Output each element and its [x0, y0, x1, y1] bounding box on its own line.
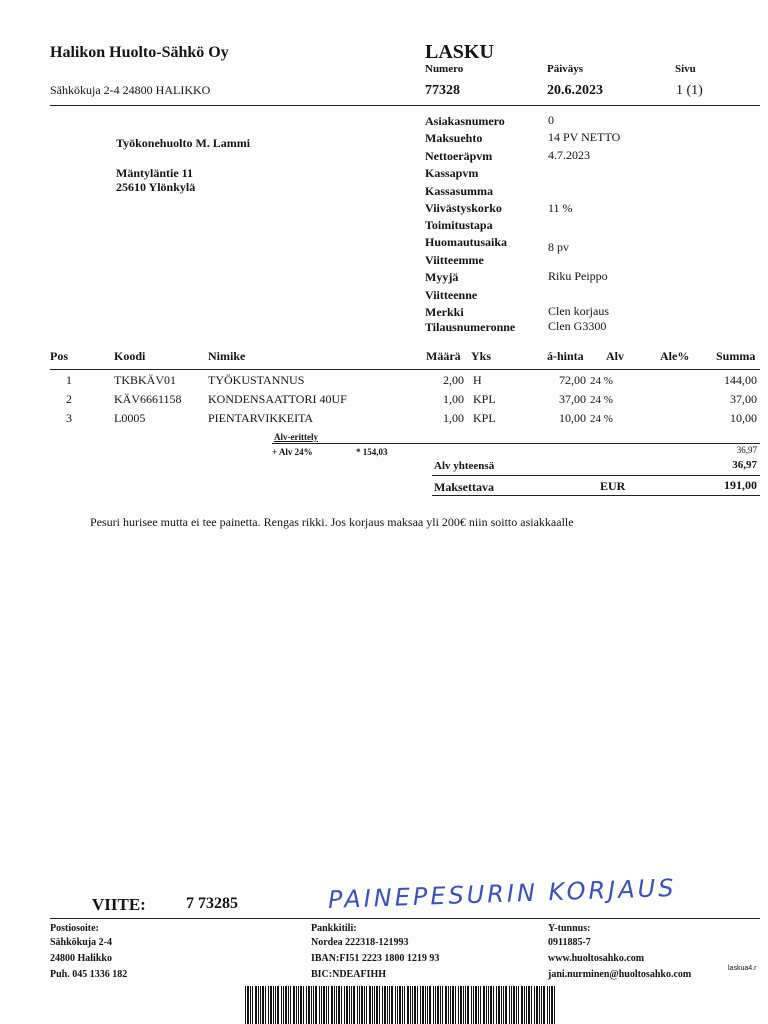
invoice-date: 20.6.2023 — [547, 83, 603, 98]
bank-line-1: Nordea 222318-121993 — [311, 937, 409, 948]
cell-price: 10,00 — [559, 411, 586, 425]
barcode-bar — [425, 986, 426, 1024]
info-value: Riku Peippo — [548, 269, 608, 283]
col-header-vat: Alv — [606, 349, 624, 363]
totals-divider-top — [432, 475, 760, 476]
barcode-bar — [245, 986, 246, 1024]
file-tag: laskua4.r — [728, 965, 757, 972]
barcode-bar — [498, 986, 500, 1024]
cell-qty: 1,00 — [443, 411, 464, 425]
cell-vat: 24 % — [590, 375, 613, 387]
barcode-bar — [422, 986, 424, 1024]
barcode-bar — [296, 986, 297, 1024]
cell-unit: KPL — [473, 392, 496, 406]
barcode-bar — [521, 986, 523, 1024]
vat-breakdown-title: Alv-erittely — [274, 432, 318, 442]
col-header-name: Nimike — [208, 349, 246, 363]
info-label: Kassapvm — [425, 166, 479, 180]
info-value: 11 % — [548, 201, 573, 215]
cell-pos: 1 — [66, 373, 72, 387]
cell-name: PIENTARVIKKEITA — [208, 411, 314, 425]
barcode-bar — [467, 986, 469, 1024]
barcode-bar — [539, 986, 540, 1024]
barcode-bar — [475, 986, 477, 1024]
table-row — [0, 392, 768, 410]
info-label: Viivästyskorko — [425, 201, 502, 215]
barcode-bar — [341, 986, 342, 1024]
col-header-price: á-hinta — [547, 349, 584, 363]
col-header-pos: Pos — [50, 349, 68, 363]
barcode-bar — [334, 986, 335, 1024]
barcode-bar — [273, 986, 274, 1024]
barcode-bar — [511, 986, 512, 1024]
barcode-bar — [488, 986, 489, 1024]
barcode-bar — [321, 986, 322, 1024]
bank-line-2: IBAN:FI51 2223 1800 1219 93 — [311, 953, 440, 964]
barcode-bar — [372, 986, 373, 1024]
cell-sum: 37,00 — [730, 392, 757, 406]
barcode-bar — [404, 986, 405, 1024]
barcode-bar — [414, 986, 416, 1024]
barcode-bar — [374, 986, 375, 1024]
barcode-bar — [258, 986, 259, 1024]
barcode-bar — [311, 986, 312, 1024]
currency-label: EUR — [600, 479, 626, 493]
barcode-bar — [353, 986, 355, 1024]
barcode-bar — [518, 986, 519, 1024]
cell-sum: 144,00 — [724, 373, 757, 387]
barcode-bar — [554, 986, 555, 1024]
date-label: Päiväys — [547, 63, 584, 75]
barcode-bar — [549, 986, 550, 1024]
barcode-bar — [407, 986, 409, 1024]
barcode-bar — [429, 986, 431, 1024]
barcode-bar — [351, 986, 352, 1024]
info-label: Asiakasnumero — [425, 114, 505, 128]
totals-divider-bottom — [432, 495, 760, 496]
barcode-bar — [501, 986, 502, 1024]
cell-vat: 24 % — [590, 413, 613, 425]
document-type-title: LASKU — [425, 41, 494, 63]
recipient-name: Työkonehuolto M. Lammi — [116, 136, 251, 150]
barcode-bar — [288, 986, 289, 1024]
table-header-divider — [50, 369, 760, 370]
footer-company-block — [548, 922, 691, 982]
info-value: Clen G3300 — [548, 319, 607, 333]
barcode-bar — [344, 986, 345, 1024]
barcode-bar — [303, 986, 304, 1024]
col-header-code: Koodi — [114, 349, 146, 363]
barcode-bar — [382, 986, 383, 1024]
info-label: Maksuehto — [425, 131, 483, 145]
barcode-bar — [293, 986, 295, 1024]
barcode-bar — [349, 986, 350, 1024]
barcode-bar — [478, 986, 479, 1024]
vat-total-value: 36,97 — [732, 459, 757, 471]
cell-pos: 2 — [66, 392, 72, 406]
barcode-bar — [460, 986, 462, 1024]
cell-code: L0005 — [114, 411, 146, 425]
number-label: Numero — [425, 63, 464, 75]
barcode-bar — [387, 986, 388, 1024]
barcode-bar — [252, 986, 253, 1024]
payable-label: Maksettava — [434, 480, 494, 494]
barcode-bar — [536, 986, 538, 1024]
cell-qty: 2,00 — [443, 373, 464, 387]
barcode-bar — [262, 986, 264, 1024]
barcode-bar — [503, 986, 504, 1024]
company-website: www.huoltosahko.com — [548, 953, 645, 964]
postal-line-1: Sähkökuja 2-4 — [50, 937, 112, 948]
barcode-bar — [437, 986, 439, 1024]
info-label: Tilausnumeronne — [425, 320, 516, 334]
cell-unit: KPL — [473, 411, 496, 425]
info-value: 0 — [548, 113, 554, 127]
reference-number: 7 73285 — [186, 895, 238, 912]
vat-rate-label: + Alv 24% — [272, 447, 313, 457]
company-id-value: 0911885-7 — [548, 937, 591, 948]
barcode-bar — [543, 986, 545, 1024]
company-email: jani.nurminen@huoltosahko.com — [548, 969, 692, 980]
cell-qty: 1,00 — [443, 392, 464, 406]
col-header-unit: Yks — [471, 349, 492, 363]
info-value: Clen korjaus — [548, 304, 609, 318]
footer-bank-block — [311, 922, 439, 982]
barcode-bar — [493, 986, 494, 1024]
barcode-bar — [483, 986, 485, 1024]
barcode-bar — [541, 986, 542, 1024]
barcode-bar — [281, 986, 282, 1024]
barcode-bar — [450, 986, 451, 1024]
cell-sum: 10,00 — [730, 411, 757, 425]
barcode-bar — [357, 986, 358, 1024]
cell-code: TKBKÄV01 — [114, 373, 176, 387]
barcode-bar — [389, 986, 390, 1024]
barcode-bar — [442, 986, 443, 1024]
vat-breakdown-amount: 36,97 — [736, 445, 757, 455]
barcode-bar — [412, 986, 413, 1024]
barcode-bar — [270, 986, 272, 1024]
info-value: 4.7.2023 — [548, 148, 590, 162]
barcode-bar — [486, 986, 487, 1024]
barcode-bar — [455, 986, 456, 1024]
col-header-discount: Ale% — [660, 349, 690, 363]
barcode-bar — [326, 986, 327, 1024]
barcode-bar — [308, 986, 310, 1024]
info-value: 8 pv — [548, 240, 569, 254]
barcode-bar — [513, 986, 515, 1024]
barcode-bar — [458, 986, 459, 1024]
barcode-bar — [440, 986, 441, 1024]
barcode-bar — [452, 986, 454, 1024]
cell-vat: 24 % — [590, 394, 613, 406]
barcode-bar — [298, 986, 299, 1024]
barcode-bar — [473, 986, 474, 1024]
barcode-bar — [336, 986, 337, 1024]
barcode-bar — [319, 986, 320, 1024]
table-row — [0, 411, 768, 429]
barcode-bar — [448, 986, 449, 1024]
barcode-bar — [399, 986, 401, 1024]
barcode-bar — [361, 986, 363, 1024]
barcode-bar — [509, 986, 510, 1024]
info-label: Myyjä — [425, 270, 459, 284]
barcode-bar — [300, 986, 302, 1024]
barcode-bar — [315, 986, 317, 1024]
barcode-bar — [471, 986, 472, 1024]
barcode-bar — [496, 986, 497, 1024]
barcode-bar — [417, 986, 418, 1024]
barcode-bar — [531, 986, 532, 1024]
footer-divider — [50, 918, 760, 919]
barcode — [243, 986, 558, 1024]
barcode-bar — [433, 986, 434, 1024]
postal-line-2: 24800 Halikko — [50, 953, 112, 964]
barcode-bar — [410, 986, 411, 1024]
barcode-bar — [379, 986, 380, 1024]
barcode-bar — [516, 986, 517, 1024]
page-label: Sivu — [675, 63, 696, 75]
company-address: Sähkökuja 2-4 24800 HALIKKO — [50, 83, 211, 97]
barcode-bar — [526, 986, 527, 1024]
info-label: Nettoeräpvm — [425, 149, 493, 163]
barcode-bar — [391, 986, 393, 1024]
company-name: Halikon Huolto-Sähkö Oy — [50, 44, 229, 61]
vat-base-amount: * 154,03 — [356, 447, 388, 457]
barcode-bar — [524, 986, 525, 1024]
barcode-bar — [528, 986, 530, 1024]
cell-unit: H — [473, 373, 482, 387]
col-header-qty: Määrä — [426, 349, 461, 363]
barcode-bar — [306, 986, 307, 1024]
barcode-bar — [402, 986, 403, 1024]
barcode-bar — [268, 986, 269, 1024]
barcode-bar — [435, 986, 436, 1024]
barcode-bar — [313, 986, 314, 1024]
info-label: Huomautusaika — [425, 235, 508, 249]
barcode-bar — [250, 986, 251, 1024]
table-row — [0, 373, 768, 391]
barcode-bar — [277, 986, 279, 1024]
bank-title: Pankkitili: — [311, 923, 357, 934]
info-value: 14 PV NETTO — [548, 130, 621, 144]
barcode-bar — [290, 986, 291, 1024]
info-label: Viitteemme — [425, 253, 484, 267]
barcode-bar — [255, 986, 257, 1024]
barcode-bar — [445, 986, 447, 1024]
barcode-bar — [463, 986, 464, 1024]
barcode-bar — [427, 986, 428, 1024]
recipient-street: Mäntyläntie 11 — [116, 166, 193, 180]
barcode-bar — [366, 986, 367, 1024]
vat-total-label: Alv yhteensä — [434, 460, 495, 472]
postal-title: Postiosoite: — [50, 923, 99, 934]
footer-postal-block — [50, 922, 127, 982]
invoice-note: Pesuri hurisee mutta ei tee painetta. Rengas rikki. Jos korjaus maksaa yli 200€ niin soitto asiakkaalle — [90, 515, 574, 529]
barcode-bar — [328, 986, 329, 1024]
barcode-bar — [359, 986, 360, 1024]
reference-label: VIITE: — [92, 895, 146, 914]
barcode-bar — [395, 986, 396, 1024]
barcode-bar — [338, 986, 340, 1024]
barcode-bar — [265, 986, 266, 1024]
barcode-bar — [384, 986, 386, 1024]
cell-name: TYÖKUSTANNUS — [208, 373, 305, 387]
barcode-bar — [369, 986, 371, 1024]
payable-amount: 191,00 — [724, 478, 757, 492]
recipient-city: 25610 Ylönkylä — [116, 180, 196, 194]
barcode-bar — [247, 986, 249, 1024]
info-label: Kassasumma — [425, 184, 494, 198]
cell-price: 37,00 — [559, 392, 586, 406]
barcode-bar — [397, 986, 398, 1024]
barcode-bar — [465, 986, 466, 1024]
barcode-bar — [283, 986, 284, 1024]
barcode-bar — [376, 986, 378, 1024]
invoice-number: 77328 — [425, 83, 460, 98]
info-label: Viitteenne — [425, 288, 478, 302]
barcode-bar — [505, 986, 507, 1024]
barcode-bar — [323, 986, 325, 1024]
barcode-bar — [490, 986, 492, 1024]
barcode-bar — [346, 986, 348, 1024]
barcode-bar — [285, 986, 287, 1024]
barcode-bar — [275, 986, 276, 1024]
cell-name: KONDENSAATTORI 40UF — [208, 392, 347, 406]
barcode-bar — [364, 986, 365, 1024]
page-number: 1 (1) — [676, 83, 703, 98]
info-label: Toimitustapa — [425, 218, 493, 232]
cell-price: 72,00 — [559, 373, 586, 387]
barcode-bar — [420, 986, 421, 1024]
barcode-bar — [547, 986, 548, 1024]
info-label: Merkki — [425, 305, 464, 319]
handwritten-annotation: PAINEPESURIN KORJAUS — [327, 873, 677, 914]
bank-line-3: BIC:NDEAFIHH — [311, 969, 387, 980]
barcode-bar — [480, 986, 481, 1024]
barcode-bar — [551, 986, 553, 1024]
cell-pos: 3 — [66, 411, 72, 425]
company-id-title: Y-tunnus: — [548, 923, 591, 934]
col-header-sum: Summa — [716, 349, 756, 363]
barcode-bar — [331, 986, 333, 1024]
header-divider — [50, 105, 760, 106]
barcode-bar — [534, 986, 535, 1024]
vat-breakdown-divider — [272, 443, 760, 444]
cell-code: KÄV6661158 — [114, 392, 182, 406]
barcode-bar — [260, 986, 261, 1024]
postal-line-3: Puh. 045 1336 182 — [50, 969, 128, 980]
